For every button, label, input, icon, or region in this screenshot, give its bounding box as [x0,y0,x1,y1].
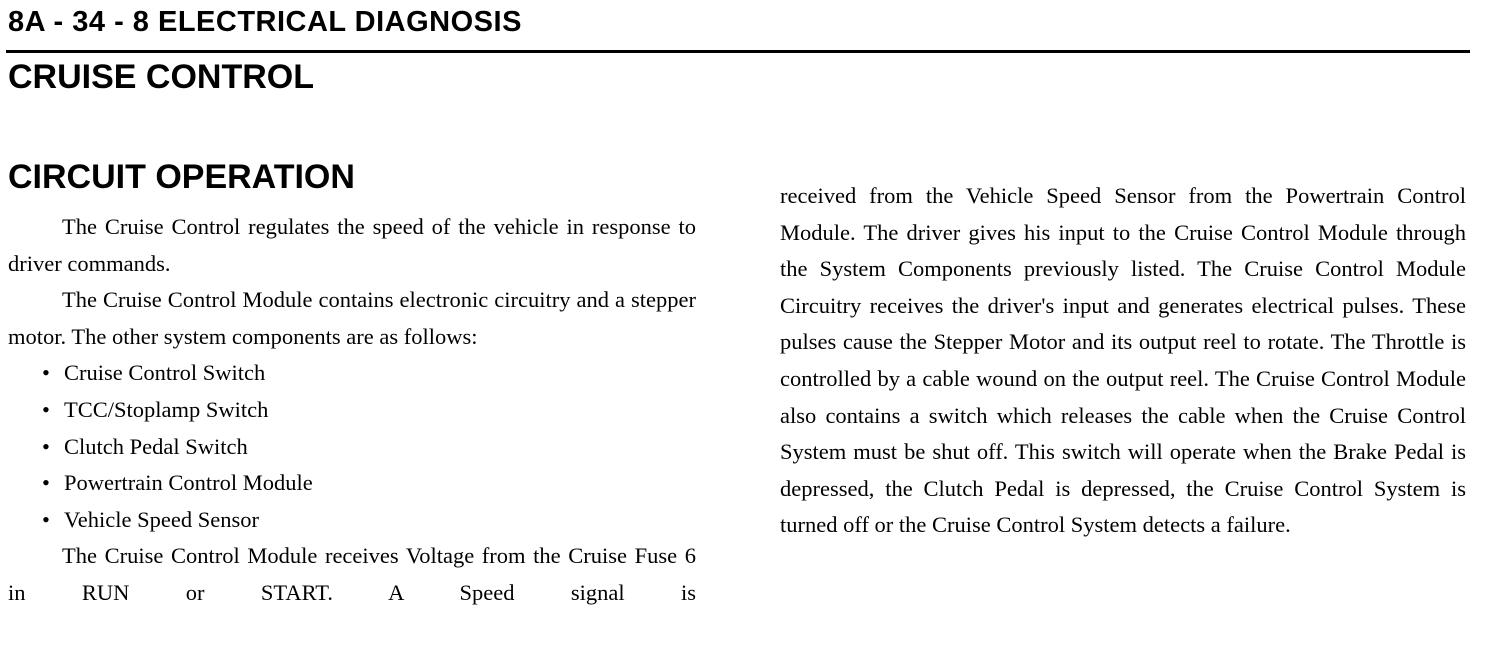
left-column [8,209,696,612]
list-item [42,355,696,392]
list-item-label: Vehicle Speed Sensor [64,506,259,532]
bullet-icon: • [42,506,50,532]
list-item-label: Powertrain Control Module [64,470,313,496]
list-item [42,429,696,466]
paragraph-components: The Cruise Control Module contains electronic circuitry and a stepper motor. The other system components are as follows: [8,287,696,349]
paragraph-intro: The Cruise Control regulates the speed of the vehicle in response to driver commands. [8,214,696,276]
list-item-label: TCC/Stoplamp Switch [64,396,269,422]
bullet-icon: • [42,396,50,422]
bullet-icon: • [42,470,50,496]
list-item [42,502,696,539]
list-item-label: Cruise Control Switch [64,360,266,386]
list-item [42,465,696,502]
bullet-icon: • [42,360,50,386]
right-column [780,178,1466,544]
bullet-icon: • [42,433,50,459]
header-rule [6,50,1470,53]
subsection-title: CIRCUIT OPERATION [8,158,355,196]
list-item-label: Clutch Pedal Switch [64,433,248,459]
component-list [8,355,696,538]
section-title: CRUISE CONTROL [8,58,314,96]
paragraph-operation: received from the Vehicle Speed Sensor from the Powertrain Control Module. The driver gives his input to the Cruise Control Module through the System Components previously listed. The Cruise Control Module Circuitry receives the driver's input and generates electrical pulses. These pulses cause the Stepper Motor and its output reel to rotate. The Throttle is controlled by a cable wound on the output reel. The Cruise Control Module also contains a switch which releases the cable when the Cruise Control System must be shut off. This switch will operate when the Brake Pedal is depressed, the Clutch Pedal is depressed, the Cruise Control System is turned off or the Cruise Control System detects a failure. [780,183,1466,538]
list-item [42,392,696,429]
paragraph-voltage: The Cruise Control Module receives Voltage from the Cruise Fuse 6 in RUN or START. A Speed signal is [8,543,696,605]
page-header: 8A - 34 - 8 ELECTRICAL DIAGNOSIS [8,6,522,38]
